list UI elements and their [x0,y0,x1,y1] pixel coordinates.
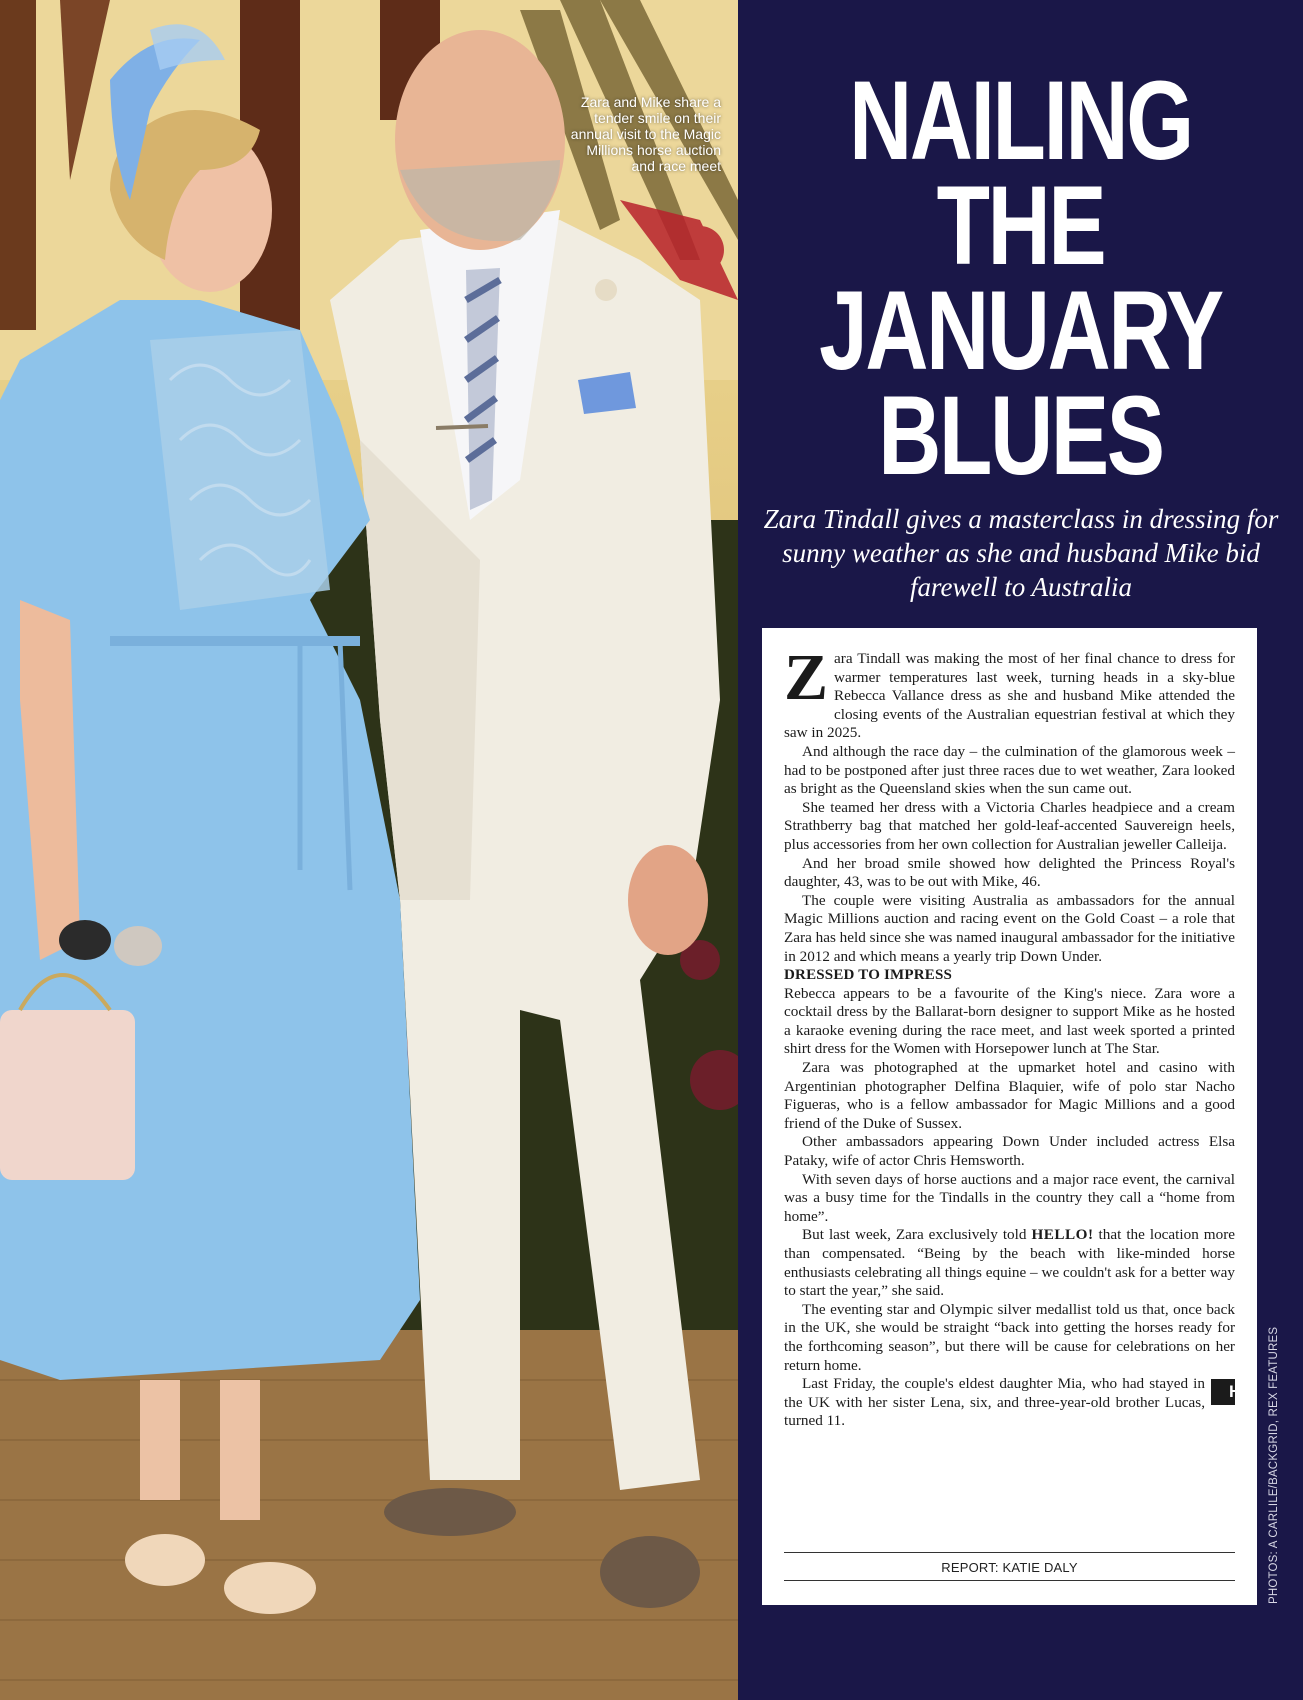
paragraph: The couple were visiting Australia as ambassadors for the annual Magic Millions auction and racing event on the Gold Coast – a role that Zara has held since she was named inaugural ambassador for the initiative in 2012 and which means a yearly trip Down Under. [784,891,1235,965]
paragraph: Rebecca appears to be a favourite of the King's niece. Zara wore a cocktail dress by the Ballarat-born designer to support Mike as he hosted a karaoke evening during the race meet, and last week sported a printed shirt dress for the Women with Horsepower lunch at The Star. [784,984,1235,1058]
divider [784,1552,1235,1553]
headline-line: THE [936,163,1105,288]
headline [800,58,1241,498]
divider [784,1580,1235,1581]
paragraph [784,1226,1235,1300]
paragraph [784,641,1235,743]
headline-line: BLUES [878,373,1163,498]
article-body [784,641,1242,1431]
photo-credit: PHOTOS: A CARLILE/BACKGRID, REX FEATURES [1268,1326,1280,1604]
paragraph-text: that the location more than compensated. “Being by the beach with like-minded horse enthusiasts celebrating all things equine – we couldn't ask for a better way to start the year,” she said. [784,1226,1235,1300]
paragraph [784,1375,1242,1431]
drop-cap: Z [784,641,829,714]
paragraph: Zara was photographed at the upmarket hotel and casino with Argentinian photographer Delfina Blaquier, wife of polo star Nacho Figueras, who is a fellow ambassador for Magic Millions and a good friend of the Duke of Sussex. [784,1059,1235,1132]
paragraph-text: Last Friday, the couple's eldest daughter Mia, who had stayed in the UK with her sister Lena, six, and three-year-old brother Lucas, turned 11. [784,1375,1205,1430]
paragraph: The eventing star and Olympic silver medallist told us that, once back in the UK, she would be straight “back into getting the horses ready for the forthcoming season”, but there will be cause for celebrations on her return home. [784,1300,1235,1374]
paragraph: And her broad smile showed how delighted the Princess Royal's daughter, 43, was to be out with Mike, 46. [784,854,1235,891]
end-mark-icon: H [1211,1379,1235,1405]
paragraph-text: ara Tindall was making the most of her final chance to dress for warmer temperatures last week, turning heads in a sky-blue Rebecca Vallance dress as she and husband Mike attended the closing events of the Australian equestrian festival at which they saw in 2025. [784,650,1235,742]
headline-line: JANUARY [819,268,1222,393]
photo-caption: Zara and Mike share a tender smile on their annual visit to the Magic Millions horse auction and race meet [570,94,721,174]
headline-panel [738,0,1303,1700]
paragraph: With seven days of horse auctions and a major race event, the carnival was a busy time for the Tindalls in the country they call a “home from home”. [784,1170,1235,1225]
standfirst: Zara Tindall gives a masterclass in dressing for sunny weather as she and husband Mike bid farewell to Australia [763,504,1279,602]
subhead: DRESSED TO IMPRESS [784,967,953,984]
paragraph-text: But last week, Zara exclusively told [802,1226,1027,1244]
report-byline: REPORT: KATIE DALY [941,1560,1078,1575]
paragraph: Other ambassadors appearing Down Under included actress Elsa Pataky, wife of actor Chris Hemsworth. [784,1133,1235,1170]
paragraph: And although the race day – the culmination of the glamorous week – had to be postponed after just three races due to wet weather, Zara looked as bright as the Queensland skies when the sun came out. [784,742,1235,798]
hello-masthead: HELLO! [1031,1226,1094,1244]
headline-line: NAILING [849,58,1192,183]
paragraph: She teamed her dress with a Victoria Charles headpiece and a cream Strathberry bag that matched her gold-leaf-accented Sauvereign heels, plus accessories from her own collection for Australian jeweller Calleija. [784,798,1235,853]
article-box [762,628,1257,1605]
